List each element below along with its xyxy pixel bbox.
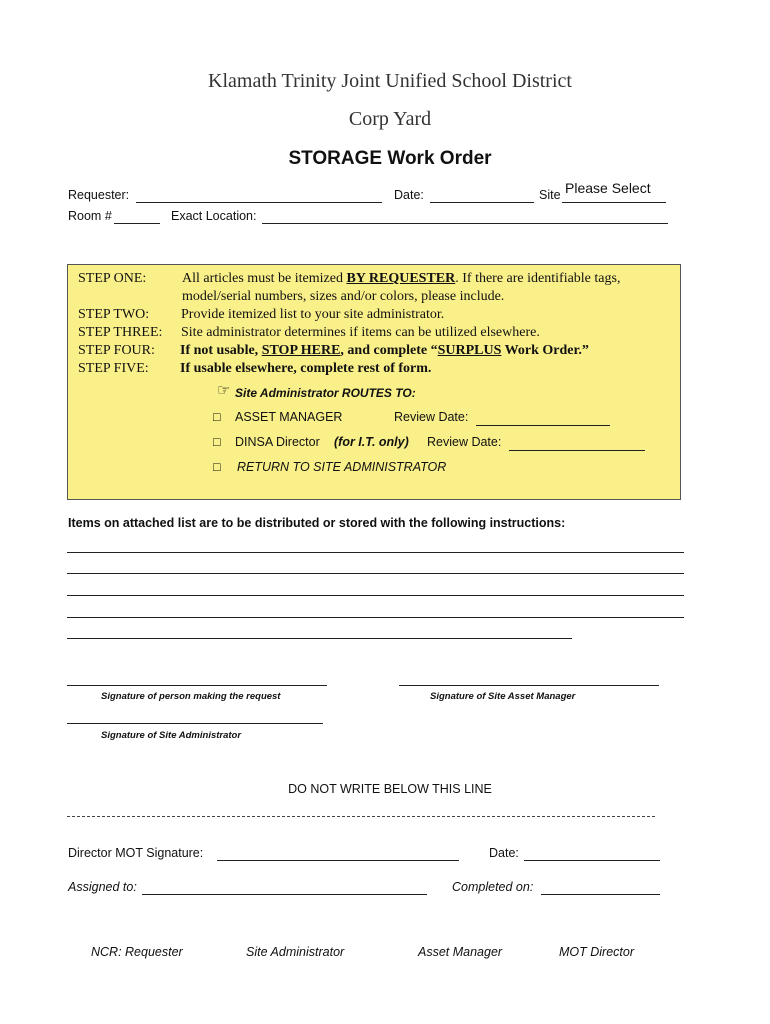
administrator-signature-caption: Signature of Site Administrator	[101, 730, 242, 741]
step-three-label: STEP THREE:	[78, 325, 163, 340]
instructions-label: Items on attached list are to be distributed or stored with the following instructions:	[68, 516, 566, 530]
administrator-signature-line[interactable]	[67, 723, 323, 724]
cut-line	[67, 816, 655, 817]
step-one-text-cont: model/serial numbers, sizes and/or colors, please include.	[182, 289, 505, 304]
step-one-label: STEP ONE:	[78, 271, 147, 286]
copy-ncr-requester: NCR: Requester	[91, 945, 183, 959]
it-only-label: (for I.T. only)	[334, 435, 409, 449]
step-three-text: Site administrator determines if items can be utilized elsewhere.	[181, 325, 540, 340]
dinsa-checkbox[interactable]: □	[213, 435, 221, 449]
asset-manager-checkbox[interactable]: □	[213, 410, 221, 424]
department-name: Corp Yard	[348, 108, 432, 130]
return-label: RETURN TO SITE ADMINISTRATOR	[237, 460, 447, 474]
step-two-label: STEP TWO:	[78, 307, 150, 322]
completed-on-field[interactable]	[541, 894, 660, 895]
requester-signature-caption: Signature of person making the request	[101, 691, 281, 702]
review-date-field-1[interactable]	[476, 425, 610, 426]
completed-on-label: Completed on:	[452, 880, 534, 894]
room-field[interactable]	[114, 223, 160, 224]
instructions-line-1[interactable]	[67, 552, 684, 553]
exact-location-label: Exact Location:	[171, 209, 257, 223]
assigned-to-field[interactable]	[142, 894, 427, 895]
dinsa-label: DINSA Director	[235, 435, 320, 449]
site-select[interactable]: Please Select	[565, 180, 651, 196]
instructions-line-4[interactable]	[67, 617, 684, 618]
asset-manager-signature-caption: Signature of Site Asset Manager	[430, 691, 576, 702]
review-date-field-2[interactable]	[509, 450, 645, 451]
office-date-field[interactable]	[524, 860, 660, 861]
director-signature-field[interactable]	[217, 860, 459, 861]
date-field[interactable]	[430, 202, 534, 203]
requester-label: Requester:	[68, 188, 130, 202]
asset-manager-signature-line[interactable]	[399, 685, 659, 686]
requester-field[interactable]	[136, 202, 382, 203]
step-two-text: Provide itemized list to your site administrator.	[181, 307, 445, 322]
review-date-label-2: Review Date:	[427, 435, 502, 449]
review-date-label-1: Review Date:	[394, 410, 469, 424]
copy-mot-director: MOT Director	[559, 945, 634, 959]
requester-signature-line[interactable]	[67, 685, 327, 686]
return-checkbox[interactable]: □	[213, 460, 221, 474]
form-title: STORAGE Work Order	[288, 148, 492, 169]
steps-box	[67, 264, 681, 500]
step-one-text: All articles must be itemized BY REQUESTER. If there are identifiable tags,	[182, 271, 621, 286]
date-label: Date:	[394, 188, 424, 202]
step-five-text: If usable elsewhere, complete rest of form.	[180, 361, 432, 376]
site-label: Site	[539, 188, 561, 202]
step-four-label: STEP FOUR:	[78, 343, 155, 358]
district-name: Klamath Trinity Joint Unified School District	[208, 70, 572, 92]
instructions-line-5[interactable]	[67, 638, 572, 639]
assigned-to-label: Assigned to:	[68, 880, 137, 894]
asset-manager-label: ASSET MANAGER	[235, 410, 343, 424]
instructions-line-2[interactable]	[67, 573, 684, 574]
routes-title: Site Administrator ROUTES TO:	[235, 386, 416, 400]
hand-pointer-icon: ☞	[217, 382, 231, 399]
copy-asset-manager: Asset Manager	[418, 945, 503, 959]
instructions-line-3[interactable]	[67, 595, 684, 596]
exact-location-field[interactable]	[262, 223, 668, 224]
step-four-text: If not usable, STOP HERE, and complete “SURPLUS Work Order.”	[180, 343, 589, 358]
room-label: Room #	[68, 209, 112, 223]
site-underline	[562, 202, 666, 203]
office-date-label: Date:	[489, 846, 519, 860]
copy-site-administrator: Site Administrator	[246, 945, 345, 959]
director-signature-label: Director MOT Signature:	[68, 846, 204, 860]
step-five-label: STEP FIVE:	[78, 361, 149, 376]
do-not-write-notice: DO NOT WRITE BELOW THIS LINE	[288, 782, 492, 796]
